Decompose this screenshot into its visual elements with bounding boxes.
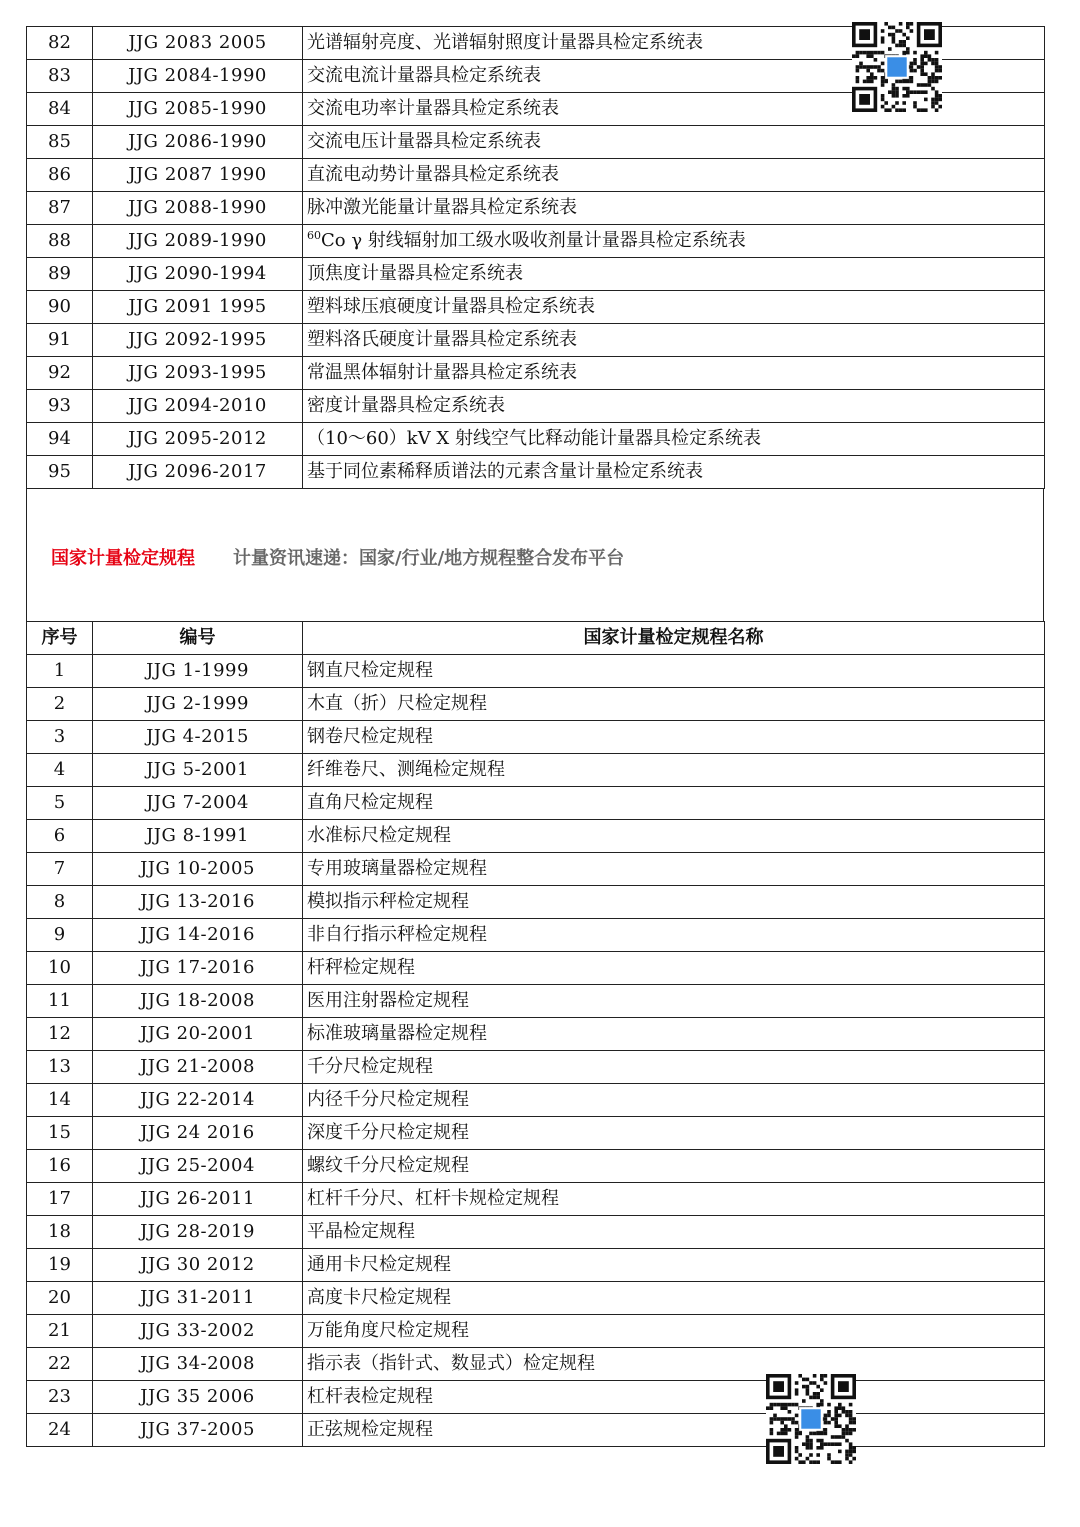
cell-code: JJG 2084-1990 (93, 60, 303, 93)
cell-no: 24 (27, 1414, 93, 1447)
header-no: 序号 (27, 622, 93, 655)
cell-name: 水准标尺检定规程 (303, 820, 1045, 853)
cell-name: 钢卷尺检定规程 (303, 721, 1045, 754)
cell-code: JJG 10-2005 (93, 853, 303, 886)
cell-no: 2 (27, 688, 93, 721)
cell-code: JJG 2095-2012 (93, 423, 303, 456)
table-row (27, 853, 1045, 886)
cell-name: 常温黑体辐射计量器具检定系统表 (303, 357, 1045, 390)
cell-code: JJG 2089-1990 (93, 225, 303, 258)
header-name: 国家计量检定规程名称 (303, 622, 1045, 655)
cell-code: JJG 2-1999 (93, 688, 303, 721)
cell-no: 89 (27, 258, 93, 291)
cell-code: JJG 20-2001 (93, 1018, 303, 1051)
table-row (27, 1183, 1045, 1216)
cell-code: JJG 14-2016 (93, 919, 303, 952)
cell-no: 88 (27, 225, 93, 258)
cell-name: 杠杆表检定规程 (303, 1381, 1045, 1414)
cell-name: （10～60）kV X 射线空气比释动能计量器具检定系统表 (303, 423, 1045, 456)
cell-name: 通用卡尺检定规程 (303, 1249, 1045, 1282)
cell-no: 7 (27, 853, 93, 886)
cell-no: 94 (27, 423, 93, 456)
cell-no: 91 (27, 324, 93, 357)
banner-subtitle: 计量资讯速递：国家/行业/地方规程整合发布平台 (233, 548, 625, 569)
cell-no: 1 (27, 655, 93, 688)
cell-no: 12 (27, 1018, 93, 1051)
cell-name (303, 225, 1045, 258)
qr-code-icon (766, 1374, 856, 1464)
table-row (27, 721, 1045, 754)
table-row (27, 390, 1045, 423)
table-row (27, 225, 1045, 258)
cell-no: 13 (27, 1051, 93, 1084)
cell-name: 交流电流计量器具检定系统表 (303, 60, 1045, 93)
table-row (27, 1414, 1045, 1447)
cell-code: JJG 2091 1995 (93, 291, 303, 324)
cell-no: 4 (27, 754, 93, 787)
cell-no: 23 (27, 1381, 93, 1414)
cell-code: JJG 1-1999 (93, 655, 303, 688)
banner (26, 489, 1044, 621)
table-row (27, 1315, 1045, 1348)
cell-name: 千分尺检定规程 (303, 1051, 1045, 1084)
cell-name: 钢直尺检定规程 (303, 655, 1045, 688)
cell-no: 5 (27, 787, 93, 820)
table-row (27, 1249, 1045, 1282)
cell-code: JJG 18-2008 (93, 985, 303, 1018)
cell-code: JJG 26-2011 (93, 1183, 303, 1216)
cell-name: 密度计量器具检定系统表 (303, 390, 1045, 423)
cell-no: 83 (27, 60, 93, 93)
cell-code: JJG 22-2014 (93, 1084, 303, 1117)
cell-code: JJG 2096-2017 (93, 456, 303, 489)
cell-code: JJG 21-2008 (93, 1051, 303, 1084)
cell-no: 86 (27, 159, 93, 192)
cell-no: 10 (27, 952, 93, 985)
cell-name: 直流电动势计量器具检定系统表 (303, 159, 1045, 192)
table-row (27, 1282, 1045, 1315)
table-row (27, 787, 1045, 820)
cell-code: JJG 13-2016 (93, 886, 303, 919)
cell-name: 直角尺检定规程 (303, 787, 1045, 820)
document-page (26, 26, 1044, 1447)
cell-no: 18 (27, 1216, 93, 1249)
cell-code: JJG 2083 2005 (93, 27, 303, 60)
table-row (27, 1018, 1045, 1051)
table-row (27, 820, 1045, 853)
cell-code: JJG 2094-2010 (93, 390, 303, 423)
table-row (27, 423, 1045, 456)
cell-name-text: Co γ 射线辐射加工级水吸收剂量计量器具检定系统表 (321, 230, 746, 251)
table-main (26, 621, 1045, 1447)
cell-no: 95 (27, 456, 93, 489)
cell-code: JJG 7-2004 (93, 787, 303, 820)
cell-code: JJG 2087 1990 (93, 159, 303, 192)
cell-code: JJG 2093-1995 (93, 357, 303, 390)
table-row (27, 1051, 1045, 1084)
table-row (27, 688, 1045, 721)
cell-name: 交流电功率计量器具检定系统表 (303, 93, 1045, 126)
table-row (27, 985, 1045, 1018)
cell-code: JJG 2092-1995 (93, 324, 303, 357)
cell-name: 杠杆千分尺、杠杆卡规检定规程 (303, 1183, 1045, 1216)
cell-name: 高度卡尺检定规程 (303, 1282, 1045, 1315)
cell-name: 基于同位素稀释质谱法的元素含量计量检定系统表 (303, 456, 1045, 489)
qr-code-icon (852, 22, 942, 112)
table-row (27, 291, 1045, 324)
cell-name: 内径千分尺检定规程 (303, 1084, 1045, 1117)
table-header-row (27, 622, 1045, 655)
cell-no: 21 (27, 1315, 93, 1348)
cell-name: 模拟指示秤检定规程 (303, 886, 1045, 919)
cell-name: 顶焦度计量器具检定系统表 (303, 258, 1045, 291)
cell-no: 20 (27, 1282, 93, 1315)
cell-name: 交流电压计量器具检定系统表 (303, 126, 1045, 159)
cell-no: 11 (27, 985, 93, 1018)
cell-no: 16 (27, 1150, 93, 1183)
table-row (27, 919, 1045, 952)
cell-code: JJG 28-2019 (93, 1216, 303, 1249)
cell-no: 22 (27, 1348, 93, 1381)
cell-name: 平晶检定规程 (303, 1216, 1045, 1249)
cell-name: 深度千分尺检定规程 (303, 1117, 1045, 1150)
cell-code: JJG 34-2008 (93, 1348, 303, 1381)
table-row (27, 192, 1045, 225)
cell-code: JJG 33-2002 (93, 1315, 303, 1348)
cell-name: 杆秤检定规程 (303, 952, 1045, 985)
header-code: 编号 (93, 622, 303, 655)
table-row (27, 456, 1045, 489)
cell-name: 脉冲激光能量计量器具检定系统表 (303, 192, 1045, 225)
table-row (27, 1117, 1045, 1150)
cell-no: 92 (27, 357, 93, 390)
cell-code: JJG 37-2005 (93, 1414, 303, 1447)
banner-title: 国家计量检定规程 (51, 548, 195, 569)
table-row (27, 126, 1045, 159)
cell-code: JJG 2088-1990 (93, 192, 303, 225)
cell-no: 19 (27, 1249, 93, 1282)
table-row (27, 324, 1045, 357)
cell-no: 85 (27, 126, 93, 159)
table-row (27, 655, 1045, 688)
table-row (27, 1381, 1045, 1414)
cell-name: 标准玻璃量器检定规程 (303, 1018, 1045, 1051)
cell-code: JJG 2086-1990 (93, 126, 303, 159)
table-row (27, 159, 1045, 192)
cell-name: 正弦规检定规程 (303, 1414, 1045, 1447)
cell-code: JJG 4-2015 (93, 721, 303, 754)
cell-no: 17 (27, 1183, 93, 1216)
cell-no: 90 (27, 291, 93, 324)
cell-name: 塑料洛氏硬度计量器具检定系统表 (303, 324, 1045, 357)
cell-no: 93 (27, 390, 93, 423)
cell-no: 9 (27, 919, 93, 952)
table-row (27, 258, 1045, 291)
cell-no: 87 (27, 192, 93, 225)
cell-code: JJG 25-2004 (93, 1150, 303, 1183)
cell-code: JJG 2090-1994 (93, 258, 303, 291)
cell-name: 螺纹千分尺检定规程 (303, 1150, 1045, 1183)
cell-no: 3 (27, 721, 93, 754)
cell-code: JJG 8-1991 (93, 820, 303, 853)
cell-name: 纤维卷尺、测绳检定规程 (303, 754, 1045, 787)
cell-no: 15 (27, 1117, 93, 1150)
cell-code: JJG 5-2001 (93, 754, 303, 787)
cell-code: JJG 31-2011 (93, 1282, 303, 1315)
table-row (27, 1348, 1045, 1381)
table-row (27, 754, 1045, 787)
cell-name: 医用注射器检定规程 (303, 985, 1045, 1018)
cell-name: 非自行指示秤检定规程 (303, 919, 1045, 952)
table-row (27, 1150, 1045, 1183)
cell-no: 8 (27, 886, 93, 919)
cell-no: 82 (27, 27, 93, 60)
cell-code: JJG 30 2012 (93, 1249, 303, 1282)
table-row (27, 886, 1045, 919)
isotope-superscript: 60 (307, 229, 321, 242)
table-row (27, 1084, 1045, 1117)
cell-name: 木直（折）尺检定规程 (303, 688, 1045, 721)
cell-code: JJG 2085-1990 (93, 93, 303, 126)
cell-name: 专用玻璃量器检定规程 (303, 853, 1045, 886)
table-row (27, 1216, 1045, 1249)
cell-name: 指示表（指针式、数显式）检定规程 (303, 1348, 1045, 1381)
cell-code: JJG 35 2006 (93, 1381, 303, 1414)
cell-no: 6 (27, 820, 93, 853)
table-row (27, 952, 1045, 985)
cell-name: 万能角度尺检定规程 (303, 1315, 1045, 1348)
cell-no: 14 (27, 1084, 93, 1117)
cell-code: JJG 17-2016 (93, 952, 303, 985)
cell-name: 光谱辐射亮度、光谱辐射照度计量器具检定系统表 (303, 27, 1045, 60)
table-row (27, 357, 1045, 390)
cell-name: 塑料球压痕硬度计量器具检定系统表 (303, 291, 1045, 324)
cell-code: JJG 24 2016 (93, 1117, 303, 1150)
cell-no: 84 (27, 93, 93, 126)
